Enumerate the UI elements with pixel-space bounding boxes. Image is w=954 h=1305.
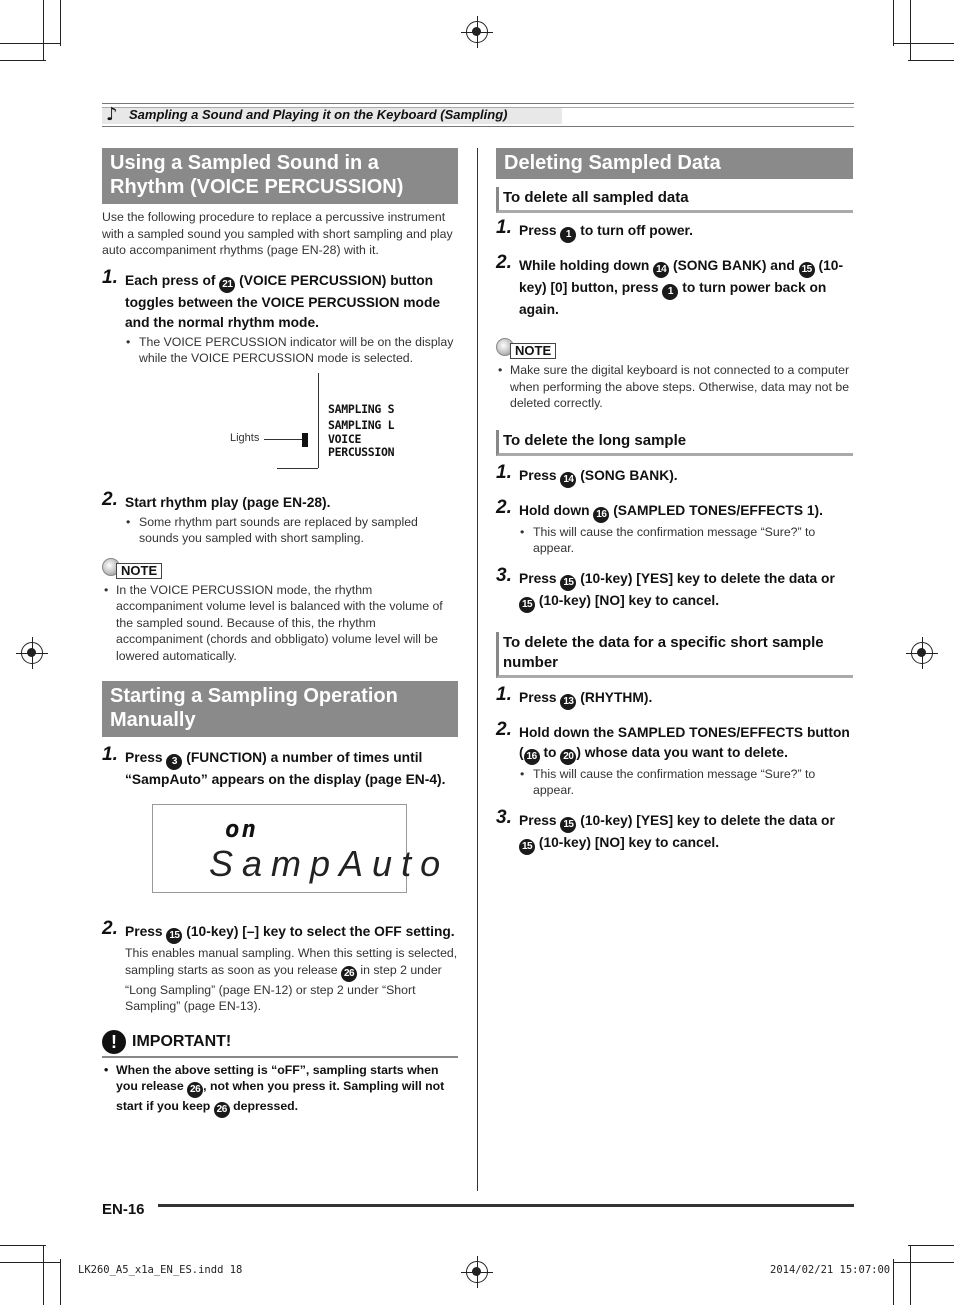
- crop-mark: [894, 43, 954, 44]
- step-3-confirm: 3. Press 15 (10-key) [YES] key to delete the data or 15 (10-key) [NO] key to cancel.: [496, 569, 853, 613]
- subheading-delete-short: To delete the data for a specific short sample number: [496, 632, 853, 678]
- crop-mark: [0, 1245, 46, 1246]
- registration-mark: [21, 642, 43, 664]
- crop-mark: [60, 1259, 61, 1305]
- subheading-delete-all: To delete all sampled data: [496, 187, 853, 213]
- column-divider: [477, 148, 478, 1191]
- crop-mark: [910, 0, 911, 60]
- lcd-percussion: PERCUSSION: [328, 444, 395, 459]
- important-header: ! IMPORTANT!: [102, 1030, 458, 1058]
- button-21-icon: 21: [219, 277, 235, 293]
- left-column: [102, 148, 458, 1118]
- button-15-icon: 15: [560, 575, 576, 591]
- display-indicator-figure: [102, 373, 458, 481]
- step-2-bullet: • This will cause the confirmation message “Sure?” to appear.: [496, 524, 853, 557]
- button-15-icon: 15: [519, 839, 535, 855]
- crop-mark: [908, 60, 954, 61]
- step-2-power-on: 2. While holding down 14 (SONG BANK) and 15 (10-key) [0] button, press 1 to turn power back on again.: [496, 252, 844, 317]
- lcd-sampling-l: SAMPLING L: [328, 417, 395, 432]
- button-16-icon: 16: [524, 749, 540, 765]
- step-1: 1. Each press of 21 (VOICE PERCUSSION) button toggles between the VOICE PERCUSSION mode and the normal rhythm mode.: [102, 266, 441, 330]
- crop-mark: [910, 1245, 911, 1305]
- registration-mark: [466, 21, 488, 43]
- button-1-icon: 1: [560, 227, 576, 243]
- lcd-sampling-s: SAMPLING S: [328, 401, 395, 416]
- button-15-icon: 15: [799, 262, 815, 278]
- button-3-icon: 3: [166, 754, 182, 770]
- crop-mark: [893, 1259, 894, 1305]
- step-1-bullet: • The VOICE PERCUSSION indicator will be on the display while the VOICE PERCUSSION mode is selected.: [102, 334, 458, 367]
- crop-mark: [43, 0, 44, 60]
- registration-mark: [466, 1261, 488, 1283]
- button-16-icon: 16: [593, 507, 609, 523]
- crop-mark: [894, 1262, 954, 1263]
- button-20-icon: 20: [560, 749, 576, 765]
- button-26-icon: 26: [187, 1082, 203, 1098]
- step-2-bullet: • Some rhythm part sounds are replaced by sampled sounds you sampled with short sampling.: [102, 514, 458, 547]
- footer-rule: [158, 1204, 854, 1207]
- music-note-icon: ♪: [106, 104, 118, 125]
- crop-mark: [0, 43, 60, 44]
- lcd-display-figure: [152, 804, 450, 893]
- note-label: NOTE: [102, 562, 162, 580]
- step-2: 2. Start rhythm play (page EN-28).: [102, 488, 331, 510]
- section-title-voice-percussion: Using a Sampled Sound in a Rhythm (VOICE PERCUSSION): [102, 148, 458, 204]
- slug-date: 2014/02/21 15:07:00: [770, 1264, 891, 1276]
- slug-file: LK260_A5_x1a_EN_ES.indd 18: [78, 1264, 243, 1276]
- step-3-confirm: 3. Press 15 (10-key) [YES] key to delete the data or 15 (10-key) [NO] key to cancel.: [496, 811, 853, 855]
- step-1-song-bank: 1. Press 14 (SONG BANK).: [496, 466, 853, 488]
- crop-mark: [908, 1245, 954, 1246]
- button-15-icon: 15: [519, 597, 535, 613]
- step-2-explanation: This enables manual sampling. When this setting is selected, sampling starts as soon as you release 26 in step 2 under “Long Sampling” (page EN-12) or step 2 under “Short Sampling” (page EN-13).: [125, 946, 458, 1013]
- crop-mark: [0, 60, 46, 61]
- running-header-text: Sampling a Sound and Playing it on the Keyboard (Sampling): [129, 107, 508, 122]
- lcd-top-text: on: [225, 815, 258, 843]
- button-14-icon: 14: [653, 262, 669, 278]
- button-26-icon: 26: [214, 1102, 230, 1118]
- button-15-icon: 15: [560, 817, 576, 833]
- section-title-deleting: Deleting Sampled Data: [496, 148, 853, 179]
- crop-mark: [0, 1262, 60, 1263]
- right-column: [496, 148, 853, 855]
- step-2-bullet: • This will cause the confirmation message “Sure?” to appear.: [496, 766, 853, 799]
- important-text: • When the above setting is “oFF”, sampling starts when you release 26 , not when you press it. Sampling will not start if you keep 26 depressed.: [102, 1062, 458, 1119]
- crop-mark: [43, 1245, 44, 1305]
- lcd-main-text: SampAuto: [209, 843, 450, 884]
- step-1-power-off: 1. Press 1 to turn off power.: [496, 221, 853, 243]
- button-15-icon: 15: [166, 928, 182, 944]
- step-2-off: 2. Press 15 (10-key) [–] key to select the OFF setting.: [102, 922, 458, 944]
- registration-mark: [911, 642, 933, 664]
- indicator-segment: [302, 433, 308, 447]
- button-14-icon: 14: [560, 472, 576, 488]
- running-header: [102, 103, 854, 127]
- button-26-icon: 26: [341, 966, 357, 982]
- step-1-rhythm: 1. Press 13 (RHYTHM).: [496, 688, 853, 710]
- note-label: NOTE: [496, 342, 556, 360]
- note-text: • Make sure the digital keyboard is not connected to a computer when performing the above steps. Otherwise, data may not be deleted correctly.: [496, 362, 853, 412]
- lcd-voice: VOICE: [328, 431, 362, 446]
- button-1-icon: 1: [662, 284, 678, 300]
- step-1-function: 1. Press 3 (FUNCTION) a number of times until “SampAuto” appears on the display (page EN-4).: [102, 744, 446, 787]
- button-13-icon: 13: [560, 694, 576, 710]
- step-2-hold-short: 2. Hold down the SAMPLED TONES/EFFECTS button ( 16 to 20 ) whose data you want to delete.: [496, 723, 853, 765]
- intro-paragraph: Use the following procedure to replace a percussive instrument with a sampled sound you sampled with short sampling and play auto accompaniment rhythms (page EN-28) with it.: [102, 210, 453, 257]
- step-2-hold-sampled: 2. Hold down 16 (SAMPLED TONES/EFFECTS 1).: [496, 501, 853, 523]
- lights-label: Lights: [230, 431, 260, 444]
- crop-mark: [893, 0, 894, 46]
- section-title-manual-sampling: Starting a Sampling Operation Manually: [102, 681, 458, 737]
- note-text: • In the VOICE PERCUSSION mode, the rhythm accompaniment volume level is balanced with the volume of the sampled sound. Because of this, the rhythm accompaniment (chords and obbligato) volume level will be lowered automatically.: [102, 582, 458, 665]
- important-icon: !: [102, 1030, 126, 1054]
- subheading-delete-long: To delete the long sample: [496, 430, 853, 456]
- page-number: EN-16: [102, 1201, 145, 1218]
- crop-mark: [60, 0, 61, 46]
